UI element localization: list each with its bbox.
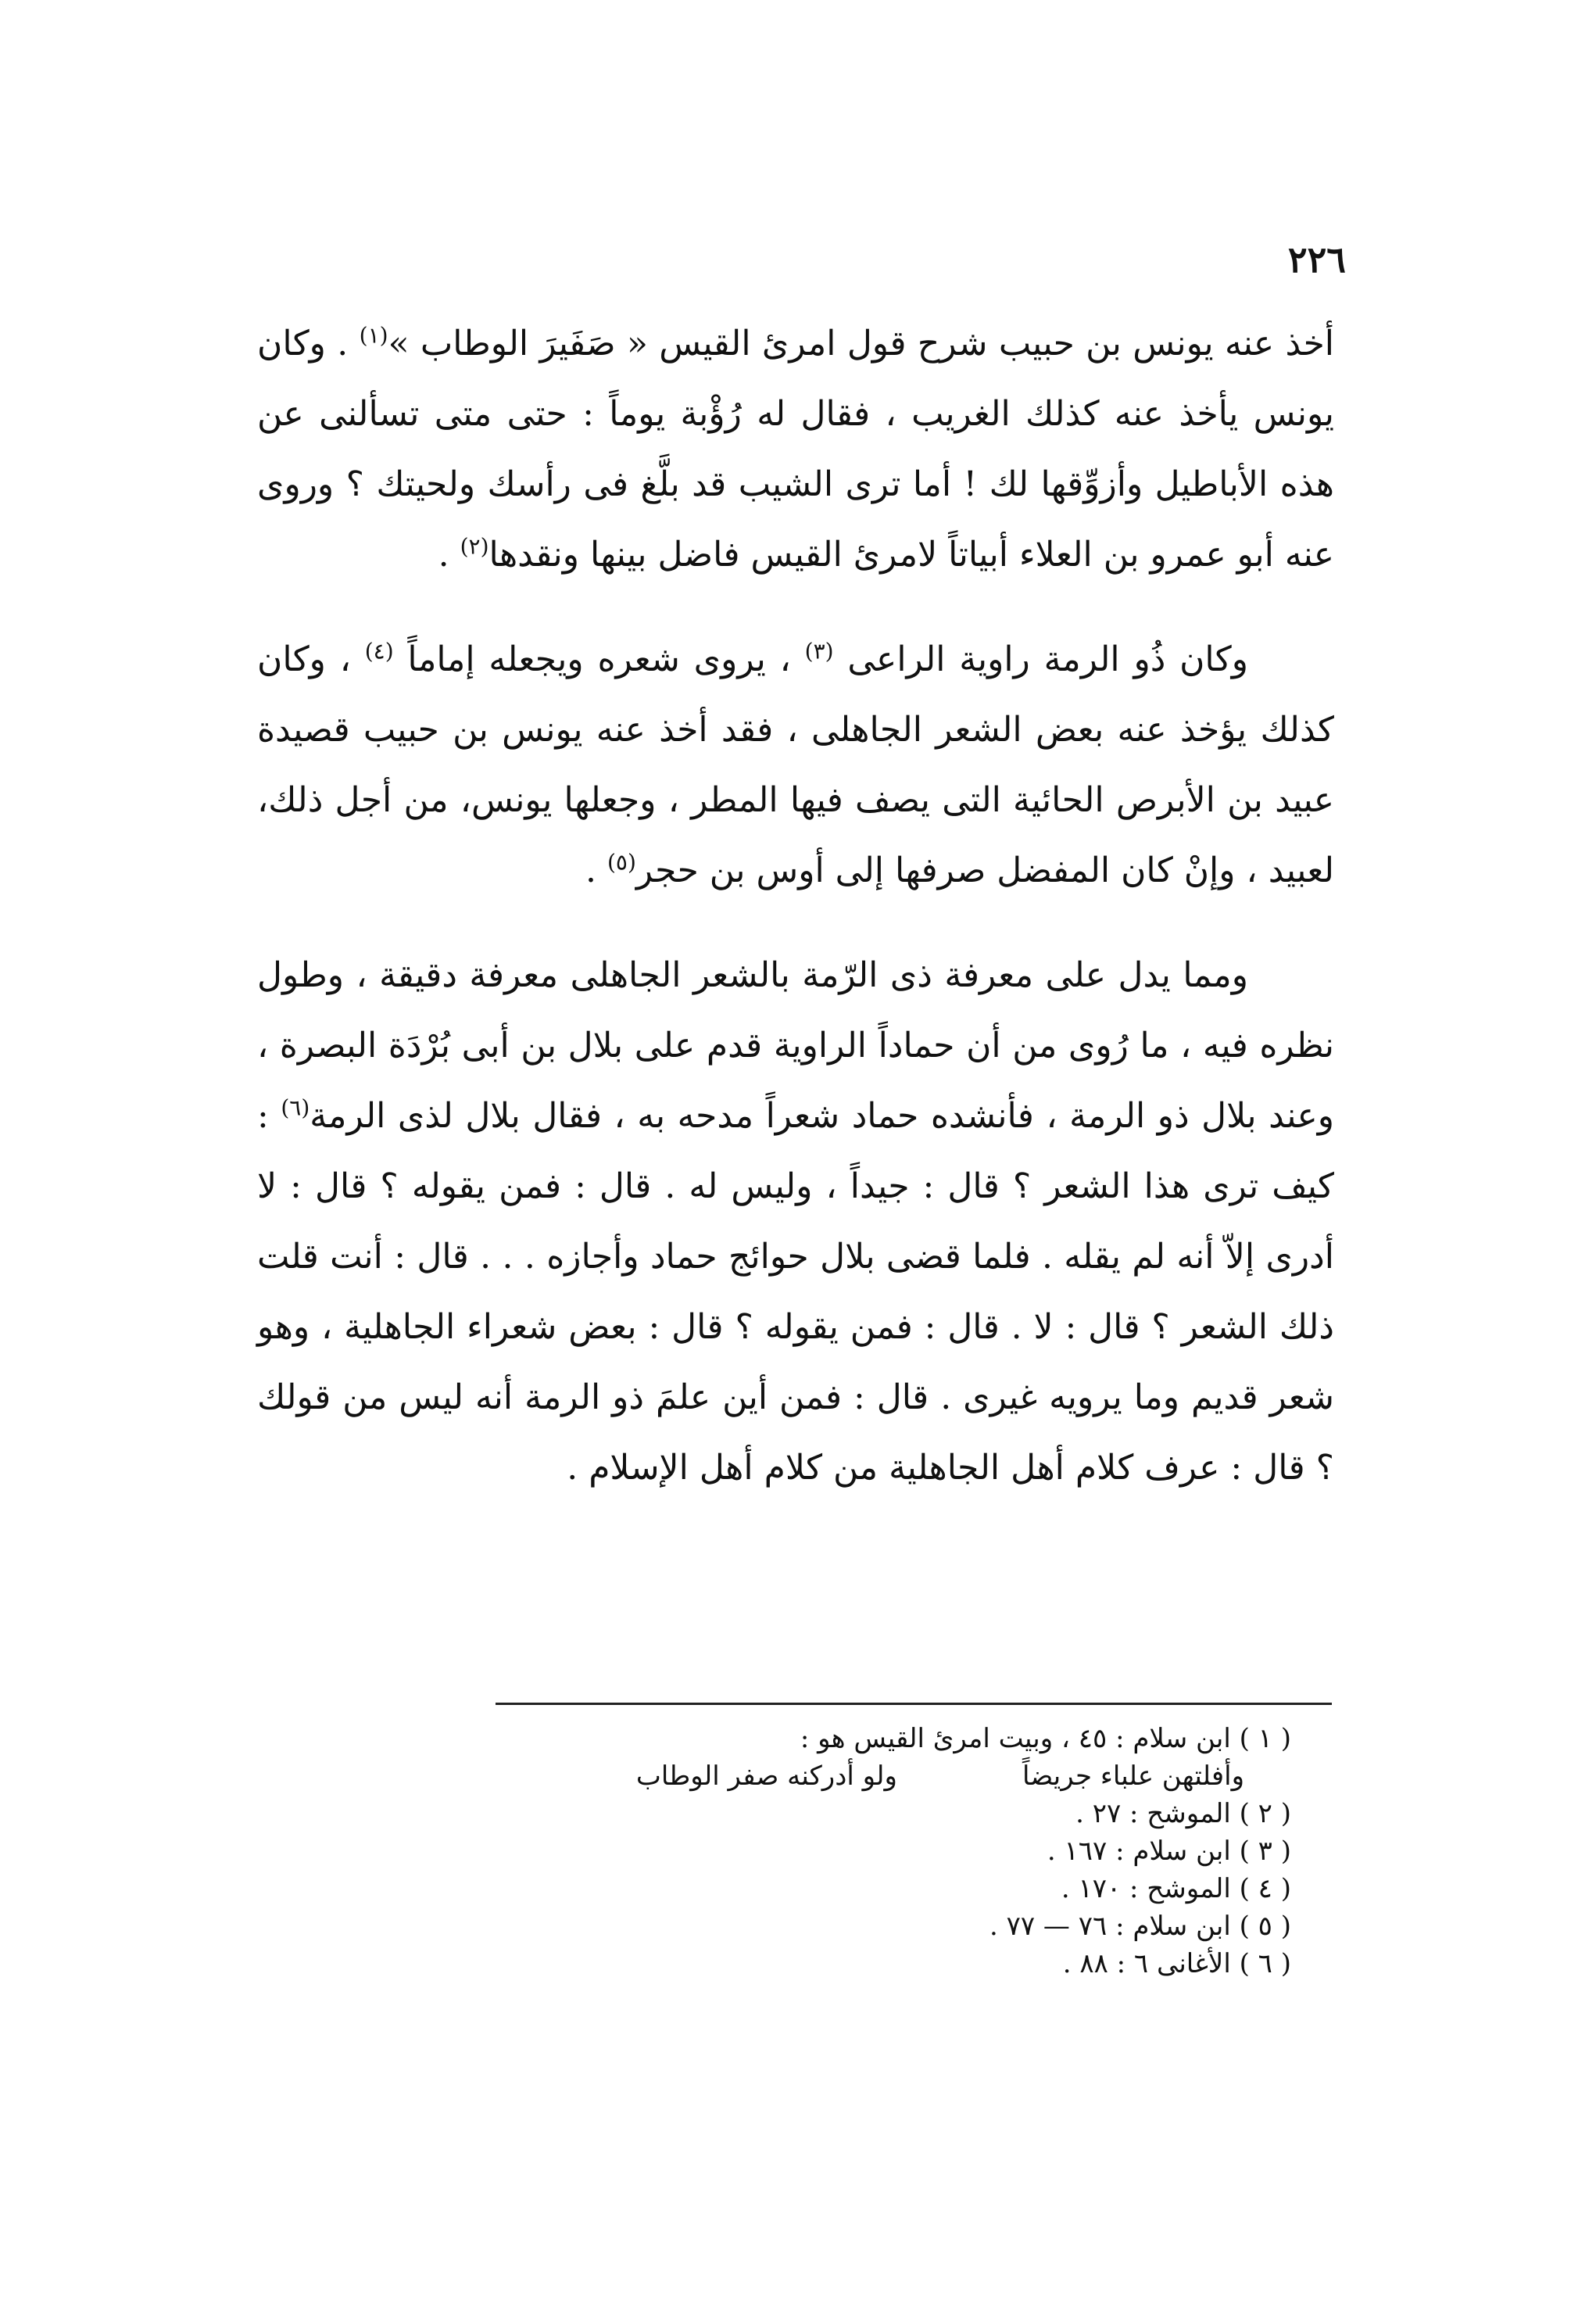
verse-hemistich-2: ولو أدركنه صفر الوطاب (635, 1760, 897, 1792)
verse-hemistich-1: وأفلتهن علباء جريضاً (1022, 1760, 1244, 1792)
footnote-divider (496, 1703, 1332, 1705)
text-segment: ، وكان كذلك يؤخذ عنه بعض الشعر الجاهلى ، فقد أخذ عنه يونس بن حبيب قصيدة عبيد بن الأبرص الحائية التى يصف فيها المطر ، وجعلها يونس، من أجل ذلك، لعبيد ، وإنْ كان المفضل صرفها إلى أوس بن حجر (257, 639, 1334, 890)
footnote-6: ( ٦ ) الأغانى ٦ : ٨٨ . (1062, 1948, 1291, 1979)
text-segment: : كيف ترى هذا الشعر ؟ قال : جيداً ، وليس له . قال : فمن يقوله ؟ قال : لا أدرى إلاّ أنه لم يقله . فلما قضى بلال حوائج حماد وأجازه . . . قال : أنت قلت ذلك الشعر ؟ قال : لا . قال : فمن يقوله ؟ قال : بعض شعراء الجاهلية ، وهو شعر قديم وما يرويه غيرى . قال : فمن أين علمَ ذو الرمة أنه ليس من قولك ؟ قال : عرف كلام أهل الجاهلية من كلام أهل الإسلام . (257, 1096, 1334, 1488)
footnote-4: ( ٤ ) الموشح : ١٧٠ . (1061, 1873, 1291, 1904)
footnote-ref-3: (٣) (804, 638, 834, 664)
text-segment: . وكان يونس يأخذ عنه كذلك الغريب ، فقال له رُؤْبة يوماً : حتى متى تسألنى عن هذه الأباطيل وأزوِّقها لك ! أما ترى الشيب قد بلَّغ فى رأسك ولحيتك ؟ وروى عنه أبو عمرو بن العلاء أبياتاً لامرئ القيس فاضل بينها ونقدها (257, 324, 1334, 575)
footnote-ref-5: (٥) (607, 849, 636, 876)
footnote-ref-4: (٤) (364, 638, 394, 664)
footnote-2: ( ٢ ) الموشح : ٢٧ . (1075, 1798, 1291, 1829)
main-text (257, 309, 1334, 1538)
paragraph-1 (257, 309, 1334, 590)
footnotes (314, 1720, 1291, 1982)
page-number: ٢٢٦ (1287, 238, 1346, 281)
paragraph-3 (257, 940, 1334, 1503)
text-segment: وكان ذُو الرمة راوية الراعى (833, 639, 1248, 679)
text-segment: . (585, 851, 607, 890)
paragraph-2 (257, 625, 1334, 906)
footnote-ref-2: (٢) (460, 533, 489, 560)
footnote-ref-6: (٦) (281, 1094, 310, 1121)
text-segment: ، يروى شعره ويجعله إماماً (393, 639, 805, 679)
footnote-verse (314, 1757, 1244, 1795)
text-segment: أخذ عنه يونس بن حبيب شرح قول امرئ القيس « صَفَيرَ الوطاب » (388, 324, 1334, 364)
text-segment: . (438, 535, 460, 575)
text-segment: ومما يدل على معرفة ذى الرّمة بالشعر الجاهلى معرفة دقيقة ، وطول نظره فيه ، ما رُوى من أن حماداً الراوية قدم على بلال بن أبى بُرْدَة البصرة ، وعند بلال ذو الرمة ، فأنشده حماد شعراً مدحه به ، فقال بلال لذى الرمة (257, 955, 1335, 1136)
footnote-ref-1: (١) (359, 322, 388, 349)
footnote-1: ( ١ ) ابن سلام : ٤٥ ، وبيت امرئ القيس هو : (800, 1723, 1291, 1754)
footnote-5: ( ٥ ) ابن سلام : ٧٦ — ٧٧ . (989, 1911, 1291, 1942)
footnote-3: ( ٣ ) ابن سلام : ١٦٧ . (1047, 1836, 1291, 1867)
